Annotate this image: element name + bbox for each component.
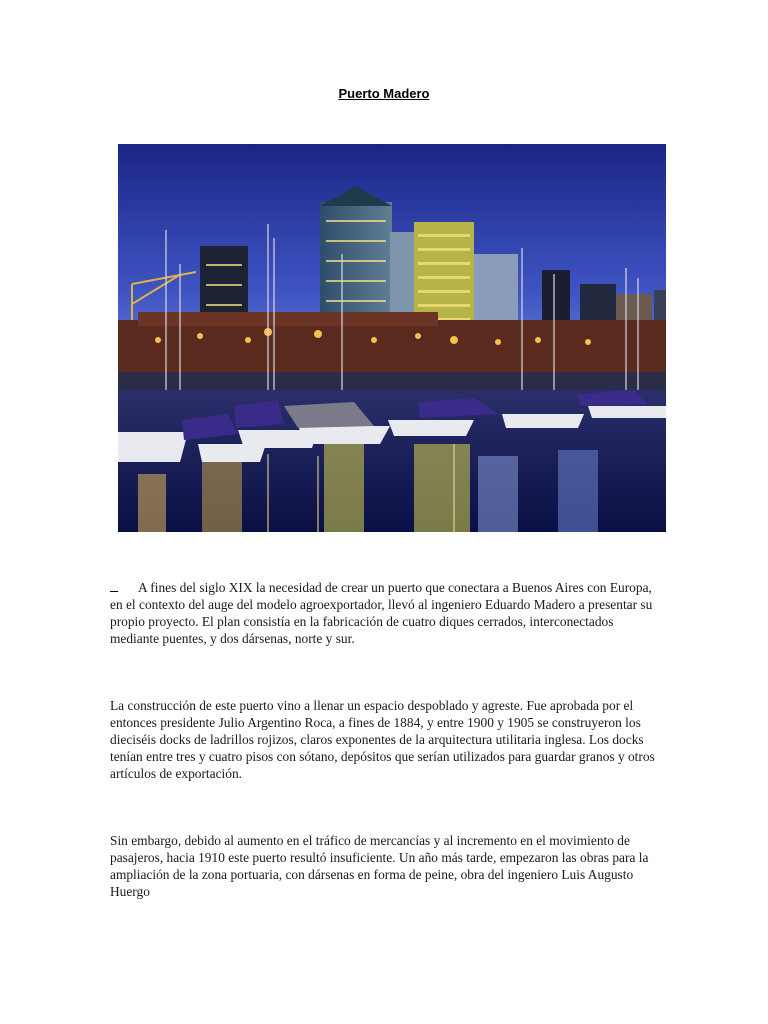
paragraph-1 <box>110 579 658 647</box>
puerto-madero-photo <box>118 144 666 532</box>
page-title: Puerto Madero <box>338 86 430 101</box>
paragraph-3: Sin embargo, debido al aumento en el tráfico de mercancías y al incremento en el movimiento de pasajeros, hacia 1910 este puerto resultó insuficiente. Un año más tarde, empezaron las obras para la ampliación de la zona portuaria, con dársenas en forma de peine, obra del ingeniero Luis Augusto Huergo <box>110 833 649 899</box>
paragraph-2: La construcción de este puerto vino a llenar un espacio despoblado y agreste. Fue aprobada por el entonces presidente Julio Argentino Roca, a fines de 1884, y entre 1900 y 1905 se construyeron los dieciséis docks de ladrillos rojizos, claros exponentes de la arquitectura utilitaria inglesa. Los docks tenían entre tres y cuatro pisos con sótano, depósitos que serían utilizados para guardar granos y otros artículos de exportación. <box>110 698 655 781</box>
indent-marker <box>110 579 118 592</box>
paragraph-1-text: A fines del siglo XIX la necesidad de crear un puerto que conectara a Buenos Aires con Europa, en el contexto del auge del modelo agroexportador, llevó al ingeniero Eduardo Madero a presentar su propio proyecto. El plan consistía en la fabricación de cuatro diques cerrados, interconectados mediante puentes, y dos dársenas, norte y sur. <box>110 580 653 646</box>
